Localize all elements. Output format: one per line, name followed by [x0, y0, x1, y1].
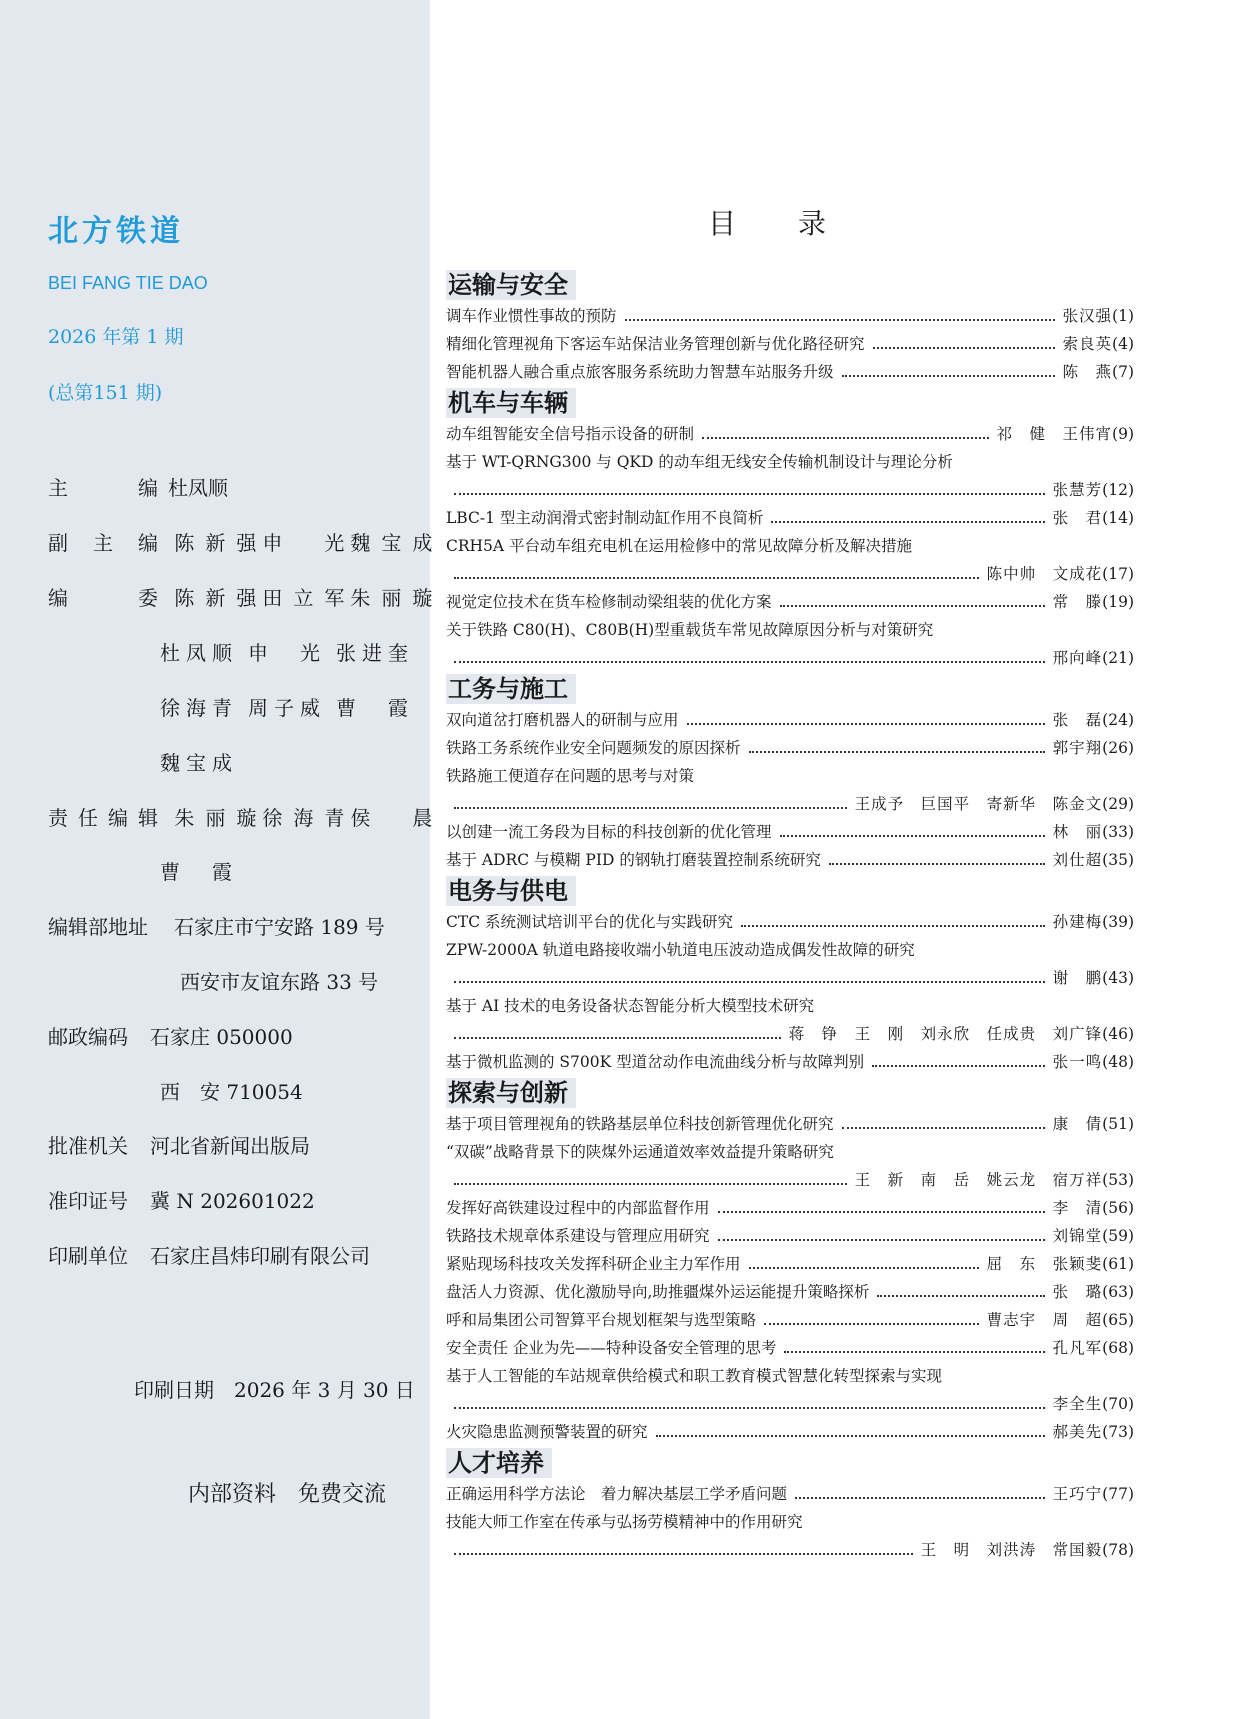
toc-entry — [446, 302, 1134, 330]
entry-author: 张 璐 — [1052, 1283, 1103, 1301]
entry-author: 郭宇翔 — [1052, 739, 1103, 757]
entry-title: 关于铁路 C80(H)、C80B(H)型重载货车常见故障原因分析与对策研究 — [446, 621, 934, 639]
dot-leader — [454, 1183, 847, 1185]
toc-entry — [446, 330, 1134, 358]
dot-leader — [454, 981, 1045, 983]
entry-title: 视觉定位技术在货车检修制动梁组装的优化方案 — [446, 593, 772, 611]
committee-name: 陈新强 — [174, 586, 257, 610]
entry-page: (21) — [1102, 649, 1134, 667]
entry-author: 张 磊 — [1052, 711, 1103, 729]
committee-row-3 — [160, 692, 424, 721]
editor-name: 杜凤顺 — [168, 476, 228, 500]
section-heading: 运输与安全 — [446, 270, 576, 300]
entry-page: (35) — [1102, 851, 1134, 869]
dot-leader — [656, 1435, 1045, 1437]
entry-page: (19) — [1102, 593, 1134, 611]
entry-title: 基于 AI 技术的电务设备状态智能分析大模型技术研究 — [446, 997, 815, 1015]
committee-row-2 — [160, 637, 424, 666]
postal-row — [48, 1021, 293, 1050]
dot-leader — [842, 375, 1055, 377]
entry-title: 基于 WT-QRNG300 与 QKD 的动车组无线安全传输机制设计与理论分析 — [446, 453, 953, 471]
toc-entry — [446, 1418, 1134, 1446]
deputy-name: 魏宝成 — [350, 531, 433, 555]
entry-title: LBC-1 型主动润滑式密封制动缸作用不良简析 — [446, 509, 764, 527]
entry-title: “双碳”战略背景下的陕煤外运通道效率效益提升策略研究 — [446, 1143, 834, 1161]
approve-label: 批准机关 — [48, 1134, 128, 1158]
entry-page: (14) — [1102, 509, 1134, 527]
dot-leader — [718, 1239, 1045, 1241]
committee-row-4 — [160, 747, 248, 776]
sidebar-panel — [0, 0, 433, 1719]
dot-leader — [454, 577, 979, 579]
toc-entry-leader — [446, 1536, 1134, 1564]
printer-label: 印刷单位 — [48, 1244, 128, 1268]
toc-entry-leader — [446, 644, 1134, 672]
resp-editor-row — [48, 802, 438, 831]
dot-leader — [784, 1351, 1044, 1353]
toc-entry-leader — [446, 790, 1134, 818]
dot-leader — [687, 723, 1045, 725]
printer-row — [48, 1240, 370, 1269]
entry-page: (48) — [1102, 1053, 1134, 1071]
print-date: 印刷日期 2026 年 3 月 30 日 — [134, 1378, 415, 1402]
entry-author: 孔凡军 — [1052, 1339, 1103, 1357]
entry-title: 铁路施工便道存在问题的思考与对策 — [446, 767, 695, 785]
committee-name: 张进奎 — [336, 641, 408, 665]
issue-number: 2026 年第 1 期 — [48, 326, 184, 348]
entry-author: 孙建梅 — [1052, 913, 1103, 931]
entry-page: (68) — [1102, 1339, 1134, 1357]
dot-leader — [454, 1407, 1045, 1409]
entry-page: (17) — [1102, 565, 1134, 583]
entry-author: 索良英 — [1062, 335, 1113, 353]
entry-author: 谢 鹏 — [1052, 969, 1103, 987]
address-2: 西安市友谊东路 33 号 — [180, 970, 379, 994]
dot-leader — [780, 605, 1045, 607]
license-label: 准印证号 — [48, 1189, 128, 1213]
entry-page: (39) — [1102, 913, 1134, 931]
dot-leader — [842, 1127, 1045, 1129]
toc-section — [446, 268, 1134, 386]
entry-page: (46) — [1102, 1025, 1134, 1043]
entry-page: (33) — [1102, 823, 1134, 841]
entry-title: 呼和局集团公司智算平台规划框架与选型策略 — [446, 1311, 757, 1329]
dot-leader — [780, 835, 1045, 837]
entry-page: (53) — [1102, 1171, 1134, 1189]
entry-page: (65) — [1102, 1311, 1134, 1329]
toc-section — [446, 874, 1134, 1076]
dot-leader — [454, 1553, 913, 1555]
deputy-label: 副主编 — [48, 531, 158, 555]
toc-entry-leader — [446, 964, 1134, 992]
entry-author: 刘锦堂 — [1052, 1227, 1103, 1245]
entry-title: 紧贴现场科技攻关发挥科研企业主力军作用 — [446, 1255, 741, 1273]
editor-label: 主编 — [48, 476, 158, 500]
entry-author: 刘仕超 — [1052, 851, 1103, 869]
entry-author: 邢向峰 — [1052, 649, 1103, 667]
toc-entry — [446, 420, 1134, 448]
dot-leader — [795, 1497, 1045, 1499]
entry-page: (78) — [1102, 1541, 1134, 1559]
toc-entry — [446, 588, 1134, 616]
approve-row — [48, 1130, 310, 1159]
postal-label: 邮政编码 — [48, 1025, 128, 1049]
entry-title: 调车作业惯性事故的预防 — [446, 307, 617, 325]
toc-entry — [446, 504, 1134, 532]
committee-name: 魏宝成 — [160, 751, 232, 775]
deputy-name: 申光 — [262, 531, 345, 555]
section-heading: 工务与施工 — [446, 674, 576, 704]
entry-title: 基于项目管理视角的铁路基层单位科技创新管理优化研究 — [446, 1115, 834, 1133]
toc-entry — [446, 1222, 1134, 1250]
dot-leader — [771, 521, 1044, 523]
printer-value: 石家庄昌炜印刷有限公司 — [150, 1244, 370, 1268]
committee-name: 周子威 — [248, 696, 320, 720]
resp-editor-name: 侯晨 — [350, 806, 433, 830]
entry-page: (59) — [1102, 1227, 1134, 1245]
entry-author: 陈 燕 — [1062, 363, 1113, 381]
toc-entry — [446, 1110, 1134, 1138]
entry-page: (56) — [1102, 1199, 1134, 1217]
entry-author: 王 新 南 岳 姚云龙 宿万祥 — [854, 1171, 1103, 1189]
section-heading: 电务与供电 — [446, 876, 576, 906]
entry-title: CRH5A 平台动车组充电机在运用检修中的常见故障分析及解决措施 — [446, 537, 913, 555]
entry-author: 陈中帅 文成花 — [986, 565, 1103, 583]
entry-page: (12) — [1102, 481, 1134, 499]
entry-title: 盘活人力资源、优化激励导向,助推疆煤外运运能提升策略探析 — [446, 1283, 870, 1301]
dot-leader — [741, 925, 1045, 927]
entry-page: (51) — [1102, 1115, 1134, 1133]
entry-author: 郝美先 — [1052, 1423, 1103, 1441]
entry-author: 蒋 铮 王 刚 刘永欣 任成贵 刘广锋 — [788, 1025, 1103, 1043]
entry-title: 发挥好高铁建设过程中的内部监督作用 — [446, 1199, 710, 1217]
committee-name: 田立军 — [262, 586, 345, 610]
approve-value: 河北省新闻出版局 — [150, 1134, 310, 1158]
entry-page: (24) — [1102, 711, 1134, 729]
toc-entry-leader — [446, 476, 1134, 504]
toc-section — [446, 1446, 1134, 1564]
section-heading: 机车与车辆 — [446, 388, 576, 418]
entry-title: 基于微机监测的 S700K 型道岔动作电流曲线分析与故障判别 — [446, 1053, 865, 1071]
postal-2: 西 安 710054 — [160, 1080, 303, 1104]
entry-title: 基于 ADRC 与模糊 PID 的钢轨打磨装置控制系统研究 — [446, 851, 821, 869]
toc-entry — [446, 706, 1134, 734]
table-of-contents — [446, 268, 1134, 1564]
committee-name: 曹霞 — [336, 696, 408, 720]
toc-entry — [446, 1048, 1134, 1076]
toc-entry — [446, 734, 1134, 762]
toc-entry-leader — [446, 1020, 1134, 1048]
resp-editor-row-2 — [160, 856, 248, 885]
committee-name: 申光 — [248, 641, 320, 665]
committee-name: 朱丽璇 — [350, 586, 433, 610]
entry-title: 火灾隐患监测预警装置的研究 — [446, 1423, 648, 1441]
toc-entry — [446, 908, 1134, 936]
toc-entry — [446, 1278, 1134, 1306]
toc-entry — [446, 1480, 1134, 1508]
entry-page: (61) — [1102, 1255, 1134, 1273]
address-label: 编辑部地址 — [48, 915, 148, 939]
dot-leader — [829, 863, 1045, 865]
entry-author: 王巧宁 — [1052, 1485, 1103, 1503]
entry-page: (7) — [1112, 363, 1134, 381]
entry-title: 基于人工智能的车站规章供给模式和职工教育模式智慧化转型探索与实现 — [446, 1367, 943, 1385]
entry-title: ZPW-2000A 轨道电路接收端小轨道电压波动造成偶发性故障的研究 — [446, 941, 915, 959]
entry-page: (77) — [1102, 1485, 1134, 1503]
dot-leader — [872, 1065, 1045, 1067]
entry-title: 安全责任 企业为先——特种设备安全管理的思考 — [446, 1339, 777, 1357]
entry-author: 常 滕 — [1052, 593, 1103, 611]
toc-section — [446, 386, 1134, 672]
toc-entry-leader — [446, 1166, 1134, 1194]
toc-section — [446, 672, 1134, 874]
address-row — [48, 911, 385, 940]
toc-entry — [446, 1250, 1134, 1278]
toc-title: 目录 — [708, 207, 889, 240]
toc-entry — [446, 818, 1134, 846]
entry-author: 张 君 — [1052, 509, 1103, 527]
address-1: 石家庄市宁安路 189 号 — [174, 915, 385, 939]
resp-editor-name: 朱丽璇 — [174, 806, 257, 830]
dot-leader — [702, 437, 989, 439]
entry-page: (63) — [1102, 1283, 1134, 1301]
section-heading: 人才培养 — [446, 1448, 552, 1478]
entry-author: 王 明 刘洪涛 常国毅 — [920, 1541, 1103, 1559]
dot-leader — [625, 319, 1055, 321]
license-value: 冀 N 202601022 — [150, 1189, 315, 1213]
entry-title: 以创建一流工务段为目标的科技创新的优化管理 — [446, 823, 772, 841]
entry-title: 精细化管理视角下客运车站保洁业务管理创新与优化路径研究 — [446, 335, 865, 353]
section-heading: 探索与创新 — [446, 1078, 576, 1108]
dot-leader — [873, 347, 1055, 349]
entry-author: 李全生 — [1052, 1395, 1103, 1413]
entry-title: 铁路技术规章体系建设与管理应用研究 — [446, 1227, 710, 1245]
toc-entry — [446, 358, 1134, 386]
entry-title: 正确运用科学方法论 着力解决基层工学矛盾问题 — [446, 1485, 788, 1503]
journal-pinyin: BEI FANG TIE DAO — [48, 273, 208, 293]
entry-page: (9) — [1112, 425, 1134, 443]
entry-page: (1) — [1112, 307, 1134, 325]
entry-author: 祁 健 王伟宵 — [996, 425, 1113, 443]
entry-page: (29) — [1102, 795, 1134, 813]
entry-title: 动车组智能安全信号指示设备的研制 — [446, 425, 695, 443]
resp-editor-label: 责任编辑 — [48, 806, 158, 830]
toc-entry — [446, 846, 1134, 874]
toc-entry — [446, 1334, 1134, 1362]
resp-editor-name: 曹霞 — [160, 860, 232, 884]
dot-leader — [749, 751, 1045, 753]
committee-name: 杜凤顺 — [160, 641, 232, 665]
entry-title: 智能机器人融合重点旅客服务系统助力智慧车站服务升级 — [446, 363, 834, 381]
dot-leader — [454, 1037, 781, 1039]
committee-name: 徐海青 — [160, 696, 232, 720]
entry-author: 张慧芳 — [1052, 481, 1103, 499]
entry-title: 双向道岔打磨机器人的研制与应用 — [446, 711, 679, 729]
total-issue: (总第151 期) — [48, 382, 163, 404]
entry-page: (73) — [1102, 1423, 1134, 1441]
entry-page: (70) — [1102, 1395, 1134, 1413]
journal-title: 北方铁道 — [48, 214, 184, 249]
entry-author: 康 倩 — [1052, 1115, 1103, 1133]
entry-page: (4) — [1112, 335, 1134, 353]
toc-entry-leader — [446, 1390, 1134, 1418]
dot-leader — [454, 661, 1045, 663]
entry-author: 屈 东 张颖斐 — [986, 1255, 1103, 1273]
committee-row — [48, 582, 438, 611]
dot-leader — [877, 1295, 1044, 1297]
entry-title: 铁路工务系统作业安全问题频发的原因探析 — [446, 739, 741, 757]
dot-leader — [749, 1267, 979, 1269]
toc-entry — [446, 1194, 1134, 1222]
toc-entry — [446, 1306, 1134, 1334]
entry-author: 张一鸣 — [1052, 1053, 1103, 1071]
deputy-name: 陈新强 — [174, 531, 257, 555]
editor-row — [48, 472, 228, 501]
dot-leader — [454, 493, 1045, 495]
entry-author: 王成予 巨国平 寄新华 陈金文 — [854, 795, 1103, 813]
postal-2-row — [160, 1076, 303, 1105]
entry-author: 曹志宇 周 超 — [986, 1311, 1103, 1329]
entry-author: 李 清 — [1052, 1199, 1103, 1217]
entry-title: CTC 系统测试培训平台的优化与实践研究 — [446, 913, 733, 931]
entry-author: 张汉强 — [1062, 307, 1113, 325]
deputy-row — [48, 527, 438, 556]
license-row — [48, 1185, 315, 1214]
dot-leader — [454, 807, 847, 809]
entry-title: 技能大师工作室在传承与弘扬劳模精神中的作用研究 — [446, 1513, 803, 1531]
internal-notice: 内部资料 免费交流 — [188, 1482, 387, 1507]
entry-page: (26) — [1102, 739, 1134, 757]
resp-editor-name: 徐海青 — [262, 806, 345, 830]
postal-1: 石家庄 050000 — [150, 1025, 293, 1049]
toc-section — [446, 1076, 1134, 1446]
dot-leader — [764, 1323, 979, 1325]
address-2-row — [180, 966, 378, 995]
entry-page: (43) — [1102, 969, 1134, 987]
entry-author: 林 丽 — [1052, 823, 1103, 841]
committee-label: 编委 — [48, 586, 158, 610]
toc-entry-leader — [446, 560, 1134, 588]
dot-leader — [718, 1211, 1045, 1213]
